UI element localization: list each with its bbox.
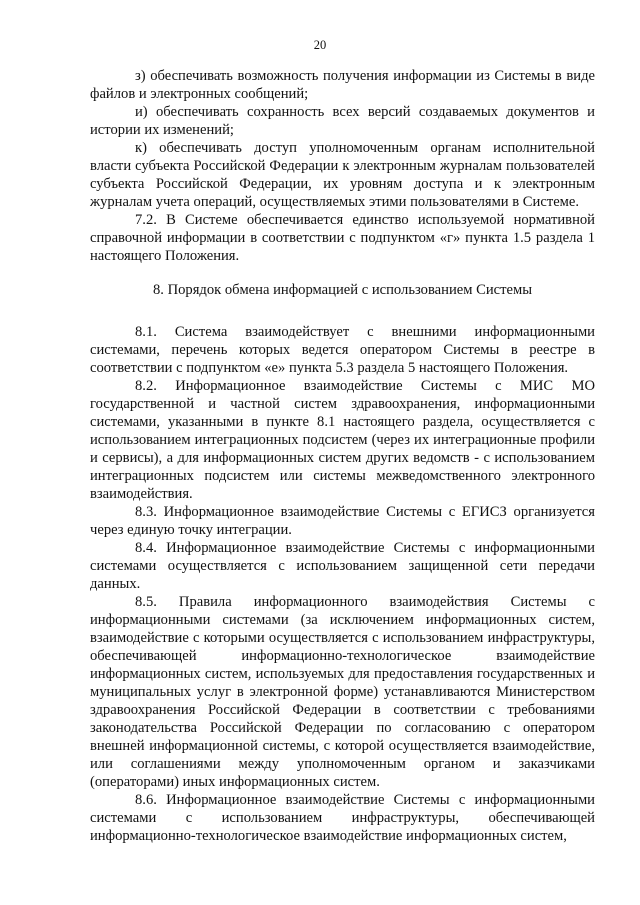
paragraph-k: к) обеспечивать доступ уполномоченным органам исполнительной власти субъекта Российской Федерации к электронным журналам пользователей субъекта Российской Федерации, их уровням доступа и к электронным журналам учета операций, осуществляемых этими пользователями в Системе. bbox=[90, 140, 595, 210]
paragraph-8-3: 8.3. Информационное взаимодействие Системы с ЕГИСЗ организуется через единую точку интеграции. bbox=[90, 504, 595, 538]
paragraph-7-2: 7.2. В Системе обеспечивается единство используемой нормативной справочной информации в соответствии с подпунктом «г» пункта 1.5 раздела 1 настоящего Положения. bbox=[90, 212, 595, 264]
page-number: 20 bbox=[313, 38, 327, 52]
paragraph-8-4: 8.4. Информационное взаимодействие Системы с информационными системами осуществляется с использованием защищенной сети передачи данных. bbox=[90, 540, 595, 592]
paragraph-8-6: 8.6. Информационное взаимодействие Системы с информационными системами с использованием инфраструктуры, обеспечивающей информационно-технологическое взаимодействие информационных систем, bbox=[90, 792, 595, 844]
document-body bbox=[90, 67, 595, 845]
paragraph-8-1: 8.1. Система взаимодействует с внешними информационными системами, перечень которых ведется оператором Системы в реестре в соответствии с подпунктом «е» пункта 5.3 раздела 5 настоящего Положения. bbox=[90, 324, 595, 376]
paragraph-8-5: 8.5. Правила информационного взаимодействия Системы с информационными системами (за исключением информационных систем, взаимодействие с которыми осуществляется с использованием инфраструктуры, обеспечивающей информационно-технологическое взаимодействие информационных систем, используемых для предоставления государственных и муниципальных услуг в электронной форме) устанавливаются Министерством здравоохранения Российской Федерации в соответствии с требованиями законодательства Российской Федерации по согласованию с оператором внешней информационной системы, с которой осуществляется взаимодействие, или соглашениями между уполномоченным органом и заказчиками (операторами) иных информационных систем. bbox=[90, 594, 595, 790]
section-heading: 8. Порядок обмена информацией с использованием Системы bbox=[152, 282, 533, 298]
paragraph-8-2: 8.2. Информационное взаимодействие Системы с МИС МО государственной и частной систем здравоохранения, информационными системами, указанными в пункте 8.1 настоящего раздела, осуществляется с использованием интеграционных подсистем (через их интеграционные профили и сервисы), а для информационных систем других ведомств - с использованием интеграционных подсистем или системы межведомственного электронного взаимодействия. bbox=[90, 378, 595, 502]
paragraph-z: з) обеспечивать возможность получения информации из Системы в виде файлов и электронных сообщений; bbox=[90, 68, 595, 102]
paragraph-i: и) обеспечивать сохранность всех версий создаваемых документов и истории их изменений; bbox=[90, 104, 595, 138]
